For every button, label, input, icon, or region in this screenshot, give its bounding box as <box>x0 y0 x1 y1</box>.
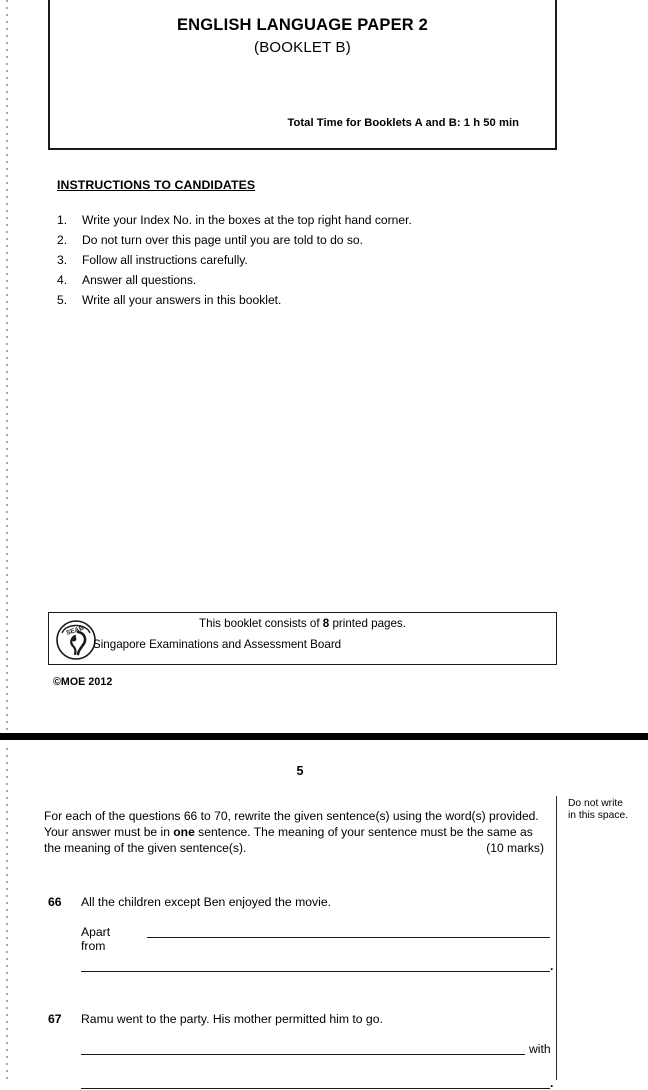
instruction-text: Answer all questions. <box>82 273 197 287</box>
answer-rule[interactable] <box>81 1088 550 1089</box>
instruction-item <box>57 213 527 233</box>
instruction-text: Follow all instructions carefully. <box>82 253 248 267</box>
question-stem: All the children except Ben enjoyed the movie. <box>81 895 331 909</box>
copyright-notice: ©MOE 2012 <box>53 676 113 688</box>
booklet-page-count: 8 <box>322 617 330 630</box>
instruction-number: 4. <box>57 273 68 287</box>
rubric-line-1: For each of the questions 66 to 70, rewrite the given sentence(s) using the word(s) provided. <box>44 809 539 823</box>
answer-rule[interactable] <box>81 1054 525 1055</box>
organisation-name: Singapore Examinations and Assessment Board <box>93 638 342 651</box>
do-not-write-note: Do not write in this space. <box>568 798 629 821</box>
svg-text:SEAB: SEAB <box>65 624 85 637</box>
section-rubric <box>44 808 544 857</box>
rubric-line-2-part-b: sentence. The meaning of your sentence must be the same as <box>194 825 533 840</box>
booklet-note-prefix: This booklet consists of <box>199 617 323 630</box>
page-number: 5 <box>296 764 304 778</box>
instruction-number: 2. <box>57 233 68 247</box>
total-time-label: Total Time for Booklets A and B: 1 h 50 min <box>287 117 519 129</box>
answer-rule[interactable] <box>147 937 550 938</box>
booklet-note-suffix: printed pages. <box>329 617 406 630</box>
answer-given-word: with <box>529 1042 551 1056</box>
instructions-heading: INSTRUCTIONS TO CANDIDATES <box>57 178 256 192</box>
question-number: 67 <box>48 1012 62 1026</box>
rubric-line-3 <box>44 840 544 856</box>
instruction-number: 5. <box>57 293 68 307</box>
instruction-item <box>57 233 527 253</box>
title-box <box>48 0 557 150</box>
rubric-line-2 <box>44 824 544 840</box>
instruction-text: Do not turn over this page until you are told to do so. <box>82 233 364 247</box>
booklet-footer-box <box>48 612 557 665</box>
answer-full-stop: . <box>550 1076 554 1090</box>
page-separator-bar <box>0 733 648 740</box>
question-page <box>0 740 648 1090</box>
instruction-text: Write all your answers in this booklet. <box>82 293 282 307</box>
booklet-page-count-note <box>49 617 556 630</box>
instruction-item <box>57 293 527 313</box>
margin-divider-rule <box>556 796 557 1080</box>
instruction-text: Write your Index No. in the boxes at the top right hand corner. <box>82 213 412 227</box>
answer-full-stop: . <box>550 959 554 973</box>
marks-allocation: (10 marks) <box>486 841 544 856</box>
answer-lead-in: Apart from <box>81 925 111 953</box>
rubric-line-3-text: the meaning of the given sentence(s). <box>44 841 247 856</box>
instruction-item <box>57 253 527 273</box>
question-stem: Ramu went to the party. His mother permitted him to go. <box>81 1012 383 1026</box>
rubric-emphasis-one: one <box>173 825 195 840</box>
rubric-line-2-part-a: Your answer must be in <box>44 825 174 840</box>
instruction-item <box>57 273 527 293</box>
answer-rule[interactable] <box>81 971 550 972</box>
page-title: ENGLISH LANGUAGE PAPER 2 <box>176 16 429 34</box>
instruction-number: 1. <box>57 213 68 227</box>
question-number: 66 <box>48 895 62 909</box>
instructions-list <box>57 213 527 313</box>
instruction-number: 3. <box>57 253 68 267</box>
booklet-subtitle: (BOOKLET B) <box>254 39 351 56</box>
